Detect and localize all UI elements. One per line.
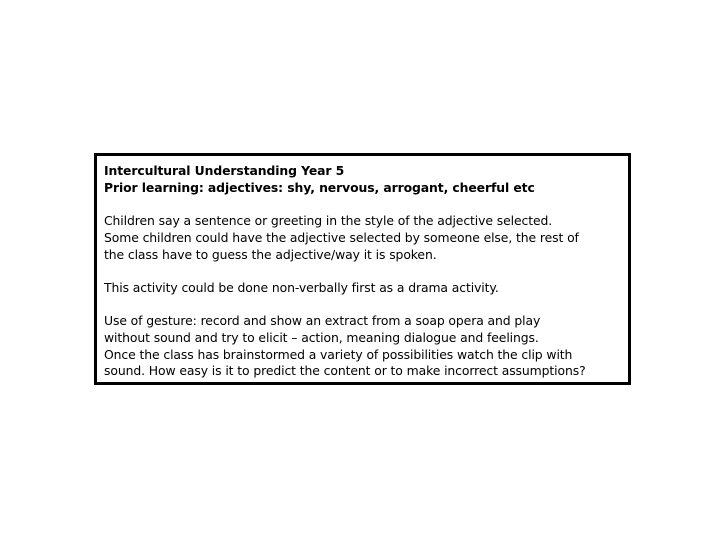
note-title: Intercultural Understanding Year 5 (104, 163, 345, 178)
note-content (104, 163, 624, 380)
paragraph-line: sound. How easy is it to predict the content or to make incorrect assumptions? (104, 363, 586, 379)
paragraph-line: without sound and try to elicit – action, meaning dialogue and feelings. (104, 329, 539, 345)
paragraph-gesture-activity (104, 313, 624, 380)
spacer (104, 263, 624, 280)
paragraph-line: Use of gesture: record and show an extract from a soap opera and play (104, 313, 541, 329)
paragraph-line: Some children could have the adjective selected by someone else, the rest of (104, 229, 579, 245)
paragraph-line: the class have to guess the adjective/way it is spoken. (104, 246, 437, 262)
paragraph-drama-activity (104, 280, 624, 297)
paragraph-line: This activity could be done non-verbally first as a drama activity. (104, 279, 499, 295)
paragraph-line: Once the class has brainstormed a variety of possibilities watch the clip with (104, 346, 573, 362)
paragraph-adjective-activity (104, 213, 624, 263)
spacer (104, 196, 624, 213)
activity-note-box (94, 153, 631, 385)
paragraph-line: Children say a sentence or greeting in the style of the adjective selected. (104, 213, 553, 229)
spacer (104, 297, 624, 314)
prior-learning-line: Prior learning: adjectives: shy, nervous, arrogant, cheerful etc (104, 179, 535, 195)
